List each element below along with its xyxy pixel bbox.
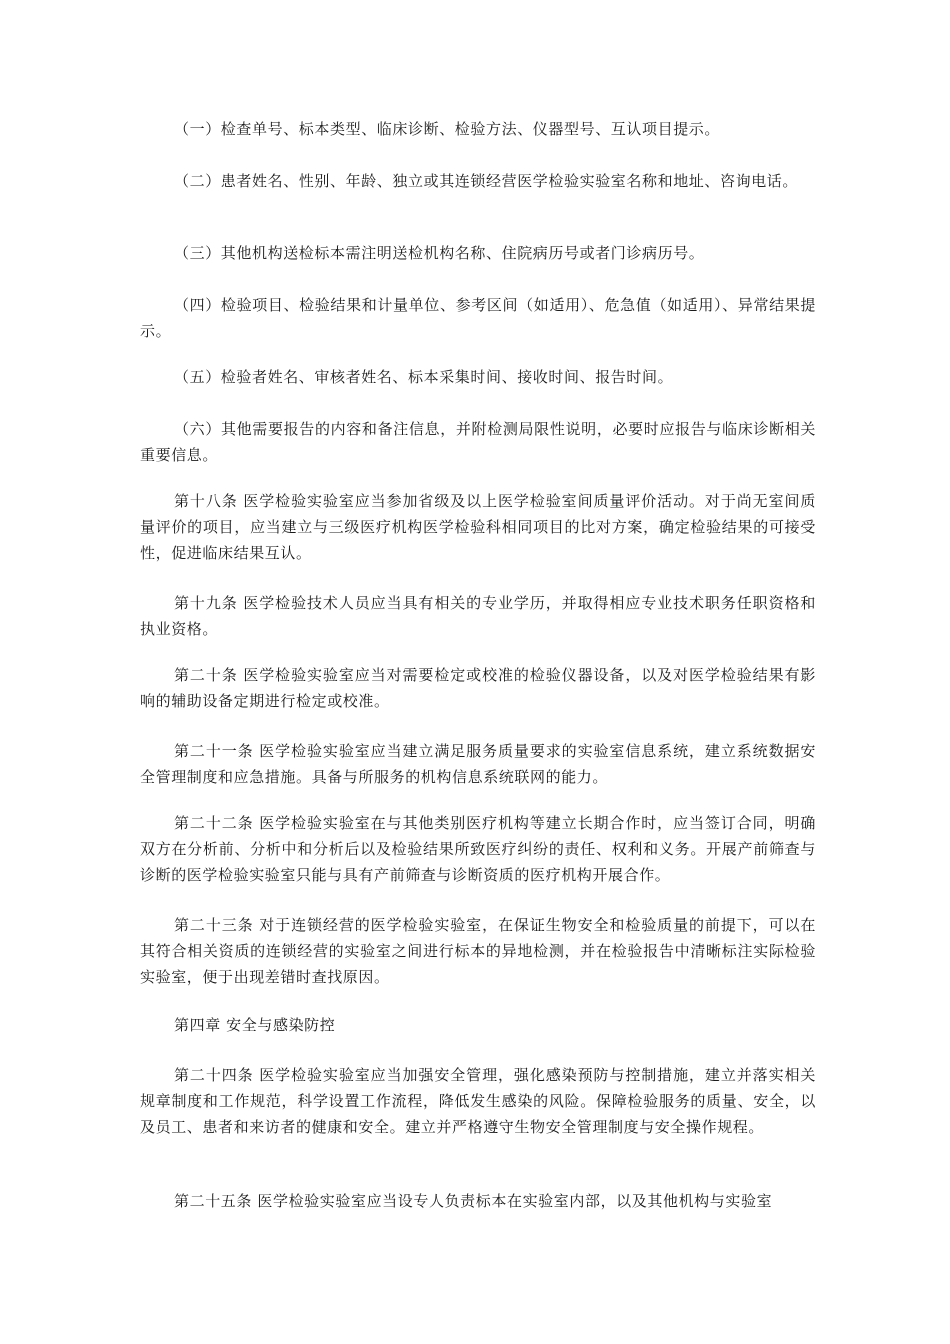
article-22: 第二十二条 医学检验实验室在与其他类别医疗机构等建立长期合作时，应当签订合同，明确双方在分析前、分析中和分析后以及检验结果所致医疗纠纷的责任、权利和义务。开展产前筛查与诊断的医学检验实验室只能与具有产前筛查与诊断资质的医疗机构开展合作。 [140,814,816,884]
article-24: 第二十四条 医学检验实验室应当加强安全管理，强化感染预防与控制措施，建立并落实相关规章制度和工作规范，科学设置工作流程，降低发生感染的风险。保障检验服务的质量、安全，以及员工、患者和来访者的健康和安全。建立并严格遵守生物安全管理制度与安全操作规程。 [140,1066,816,1136]
chapter-4-heading: 第四章 安全与感染防控 [174,1016,336,1034]
paragraph-item-6: （六）其他需要报告的内容和备注信息，并附检测局限性说明，必要时应报告与临床诊断相关重要信息。 [140,420,816,464]
article-20: 第二十条 医学检验实验室应当对需要检定或校准的检验仪器设备，以及对医学检验结果有影响的辅助设备定期进行检定或校准。 [140,666,816,710]
paragraph-item-1: （一）检查单号、标本类型、临床诊断、检验方法、仪器型号、互认项目提示。 [174,120,721,138]
article-18: 第十八条 医学检验实验室应当参加省级及以上医学检验室间质量评价活动。对于尚无室间质量评价的项目，应当建立与三级医疗机构医学检验科相同项目的比对方案，确定检验结果的可接受性，促进临床结果互认。 [140,492,816,562]
paragraph-item-5: （五）检验者姓名、审核者姓名、标本采集时间、接收时间、报告时间。 [174,368,674,386]
paragraph-item-3: （三）其他机构送检标本需注明送检机构名称、住院病历号或者门诊病历号。 [174,244,705,262]
article-23: 第二十三条 对于连锁经营的医学检验实验室，在保证生物安全和检验质量的前提下，可以在其符合相关资质的连锁经营的实验室之间进行标本的异地检测，并在检验报告中清晰标注实际检验实验室，便于出现差错时查找原因。 [140,916,816,986]
paragraph-item-4: （四）检验项目、检验结果和计量单位、参考区间（如适用）、危急值（如适用）、异常结果提示。 [140,296,816,340]
article-19: 第十九条 医学检验技术人员应当具有相关的专业学历，并取得相应专业技术职务任职资格和执业资格。 [140,594,816,638]
article-25: 第二十五条 医学检验实验室应当设专人负责标本在实验室内部，以及其他机构与实验室 [174,1192,773,1210]
paragraph-item-2: （二）患者姓名、性别、年龄、独立或其连锁经营医学检验实验室名称和地址、咨询电话。 [174,172,799,190]
article-21: 第二十一条 医学检验实验室应当建立满足服务质量要求的实验室信息系统，建立系统数据安全管理制度和应急措施。具备与所服务的机构信息系统联网的能力。 [140,742,816,786]
